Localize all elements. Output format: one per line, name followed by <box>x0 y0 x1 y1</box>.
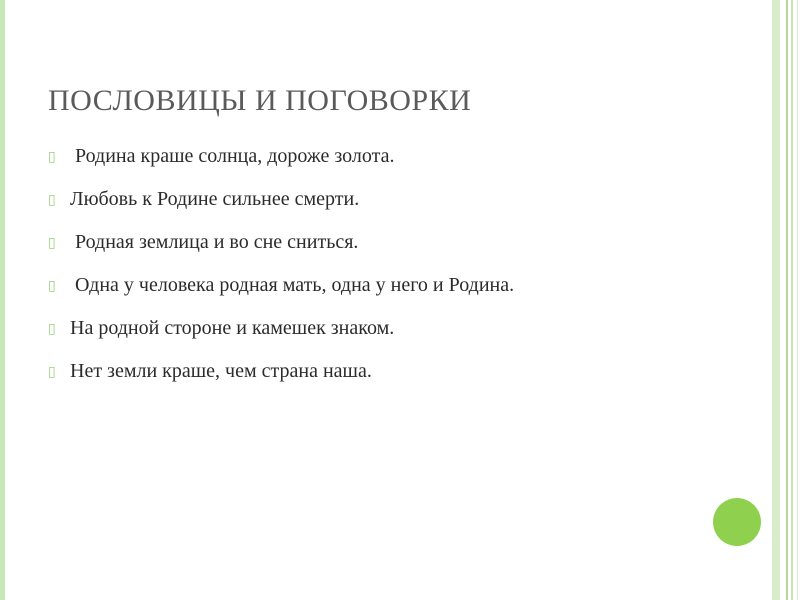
list-item <box>48 145 748 188</box>
right-border-stripe <box>772 0 780 600</box>
slide-title: ПОСЛОВИЦЫ И ПОГОВОРКИ <box>48 84 472 117</box>
list-item-text: Родина краше солнца, дороже золота. <box>70 145 395 167</box>
bullet-square-icon: ▯ <box>48 150 56 165</box>
right-border-stripe <box>797 0 798 600</box>
list-item-text: Одна у человека родная мать, одна у него и Родина. <box>70 274 515 296</box>
right-border-stripe <box>786 0 788 600</box>
list-item <box>48 360 748 403</box>
list-item <box>48 188 748 231</box>
list-item-text: Родная землица и во сне сниться. <box>70 231 359 253</box>
list-item-text: Любовь к Родине сильнее смерти. <box>70 188 360 210</box>
bullet-square-icon: ▯ <box>48 193 56 208</box>
list-item-text: На родной стороне и камешек знаком. <box>70 317 395 339</box>
right-border-stripe <box>791 0 793 600</box>
list-item <box>48 231 748 274</box>
left-border-decoration <box>0 0 5 600</box>
proverbs-list <box>48 145 748 403</box>
bullet-square-icon: ▯ <box>48 236 56 251</box>
green-circle-icon <box>713 498 761 546</box>
list-item-text: Нет земли краше, чем страна наша. <box>70 360 372 382</box>
bullet-square-icon: ▯ <box>48 365 56 380</box>
bullet-square-icon: ▯ <box>48 322 56 337</box>
list-item <box>48 274 748 317</box>
bullet-square-icon: ▯ <box>48 279 56 294</box>
list-item <box>48 317 748 360</box>
